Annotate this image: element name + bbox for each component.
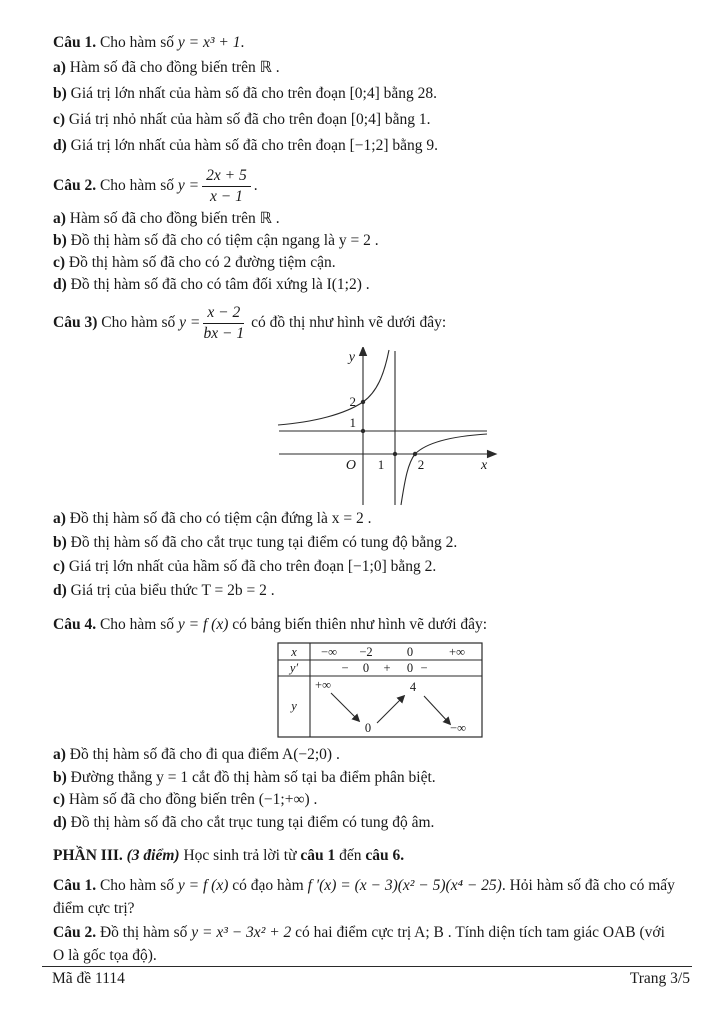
x-value: −2 (359, 645, 373, 659)
statement-line (53, 81, 675, 107)
x-row-label: x (291, 645, 297, 659)
statement-text: Đồ thị hàm số đã cho cắt trục tung tại điểm có tung độ âm. (70, 813, 435, 831)
statement-label: a) (53, 59, 66, 76)
statement-label: a) (53, 746, 66, 763)
statement-line (53, 230, 675, 252)
x-tick-1: 1 (377, 457, 385, 472)
statement-line (53, 555, 675, 579)
fraction-lhs: y = (179, 314, 201, 331)
curve-left-branch (278, 350, 389, 425)
statement-text: Đồ thị hàm số đã cho cắt trục tung tại điểm có tung độ bằng 2. (70, 534, 458, 551)
x-value: +∞ (449, 645, 465, 659)
p3-question-2-text: Đồ thị hàm số (99, 924, 188, 941)
fraction-denominator: bx − 1 (203, 324, 245, 342)
part-3-score: (3 điểm) (126, 847, 180, 864)
part-3-instruction: Học sinh trả lời từ (183, 847, 297, 864)
p3-question-1-formula-1: y = f (x) (177, 877, 229, 894)
statement-text: Giá trị lớn nhất của hầm số đã cho trên đoạn [−1;0] bằng 2. (68, 558, 437, 575)
y-row-label: y (291, 699, 297, 713)
statement-label: a) (53, 510, 66, 527)
point-x-intercept (413, 452, 417, 456)
function-graph-figure (275, 347, 505, 507)
derivative-sign: − (341, 661, 349, 675)
question-1-intro: Cho hàm số (99, 34, 175, 51)
derivative-sign: 0 (406, 661, 414, 675)
point-asymptote-y-axis (361, 429, 365, 433)
part-3-question-1 (53, 874, 675, 920)
question-2-period: . (253, 177, 258, 194)
point-asymptote-x-axis (393, 452, 397, 456)
p3-question-1-text: Cho hàm số (99, 877, 175, 894)
statement-label: d) (53, 582, 67, 599)
y-axis-label: y (348, 350, 355, 365)
question-3-heading (53, 301, 675, 345)
fraction (203, 304, 244, 343)
statement-label: b) (53, 768, 67, 786)
question-1-statements (53, 55, 675, 159)
fraction-denominator: x − 1 (209, 187, 243, 205)
statement-line (53, 789, 675, 812)
y-tick-2: 2 (349, 394, 356, 409)
question-1-period: . (240, 34, 245, 51)
statement-line (53, 55, 675, 81)
p3-question-2-formula: y = x³ − 3x² + 2 (191, 924, 292, 941)
question-4-intro-post: có bảng biến thiên như hình vẽ dưới đây: (232, 616, 488, 633)
derivative-sign: + (383, 661, 391, 675)
question-4-statements (53, 744, 675, 834)
statement-line (53, 274, 675, 296)
question-2-intro: Cho hàm số (99, 177, 175, 194)
p3-question-2-label: Câu 2. (53, 924, 97, 941)
question-3-intro-post: có đồ thị như hình vẽ dưới đây: (251, 314, 447, 331)
point-y-intercept (361, 400, 365, 404)
derivative-sign: − (420, 661, 428, 675)
statement-text: Giá trị nhỏ nhất của hàm số đã cho trên đoạn [0;4] bằng 1. (68, 111, 431, 128)
x-tick-2: 2 (417, 457, 425, 472)
p3-question-1-label: Câu 1. (53, 877, 97, 894)
statement-label: c) (53, 111, 66, 128)
statement-line (53, 208, 675, 230)
exam-code: Mã đề 1114 (52, 970, 125, 987)
fraction-numerator: x − 2 (203, 304, 244, 324)
statement-text: Hàm số đã cho đồng biến trên (−1;+∞) . (68, 791, 318, 808)
p3-question-1-formula-2: f ′(x) = (x − 3)(x² − 5)(x⁴ − 25) (307, 877, 502, 894)
page-number: Trang 3/5 (629, 970, 690, 987)
x-value: −∞ (321, 645, 337, 659)
x-axis-label: x (481, 458, 488, 473)
statement-label: d) (53, 137, 67, 154)
statement-label: b) (53, 534, 67, 551)
statement-line (53, 252, 675, 274)
origin-label: O (345, 458, 356, 473)
x-value: 0 (406, 645, 414, 659)
question-2-statements (53, 208, 675, 296)
statement-line (53, 579, 675, 603)
question-3-intro: Cho hàm số (101, 314, 176, 331)
statement-line (53, 744, 675, 767)
question-3-label: Câu 3) (53, 314, 98, 331)
curve-right-branch (401, 434, 487, 505)
part-3-question-2 (53, 921, 675, 967)
y-limit-right: −∞ (450, 721, 466, 735)
fraction-numerator: 2x + 5 (202, 167, 251, 187)
statement-text: Giá trị lớn nhất của hàm số đã cho trên đoạn [−1;2] bằng 9. (70, 137, 438, 154)
part-3-mid: đến (339, 847, 362, 864)
y-maximum: 4 (409, 680, 417, 694)
statement-text: Đồ thị hàm số đã cho đi qua điểm A(−2;0) . (69, 746, 340, 763)
part-3-heading (53, 844, 675, 868)
y-limit-left: +∞ (315, 678, 331, 692)
p3-question-2-text: có hai điểm cực trị A; B . Tính diện tích tam giác OAB (với O là gốc tọa độ). (53, 924, 665, 964)
question-1-formula: y = x³ + 1 (177, 34, 241, 51)
decreasing-arrow-icon (331, 693, 359, 721)
statement-text: Đồ thị hàm số đã cho có 2 đường tiệm cận. (68, 254, 336, 271)
question-1-label: Câu 1. (53, 34, 97, 51)
question-4-intro: Cho hàm số (99, 616, 175, 633)
derivative-row-label: y′ (289, 661, 299, 675)
derivative-sign: 0 (362, 661, 370, 675)
statement-label: c) (53, 254, 66, 271)
statement-text: Đồ thị hàm số đã cho có tâm đối xứng là I(1;2) . (70, 276, 370, 293)
question-2-heading (53, 164, 675, 208)
statement-text: Hàm số đã cho đồng biến trên ℝ . (69, 210, 280, 227)
statement-label: d) (53, 813, 67, 831)
statement-label: c) (53, 558, 66, 575)
p3-question-1-text: . Hỏi hàm số đã cho có mấy điểm cực trị? (53, 877, 675, 917)
statement-text: Đồ thị hàm số đã cho có tiệm cận đứng là x = 2 . (69, 510, 372, 527)
y-minimum: 0 (364, 721, 372, 735)
p3-question-1-text: có đạo hàm (232, 877, 304, 894)
statement-label: b) (53, 85, 67, 102)
variation-table-figure (277, 642, 483, 738)
statement-text: Đường thẳng y = 1 cắt đồ thị hàm số tại ba điểm phân biệt. (70, 768, 436, 786)
statement-line (53, 812, 675, 835)
question-4-formula: y = f (x) (177, 616, 229, 633)
statement-line (53, 767, 675, 790)
statement-label: c) (53, 791, 66, 808)
statement-text: Đồ thị hàm số đã cho có tiệm cận ngang là y = 2 . (70, 232, 379, 249)
statement-line (53, 531, 675, 555)
y-axis-arrow-icon (360, 347, 367, 356)
y-tick-1: 1 (349, 415, 356, 430)
statement-line (53, 507, 675, 531)
part-3-to: câu 6. (365, 847, 405, 864)
x-axis-arrow-icon (488, 451, 497, 458)
question-1-heading (53, 30, 675, 55)
statement-text: Giá trị của biểu thức T = 2b = 2 . (70, 582, 275, 599)
fraction-lhs: y = (177, 177, 200, 194)
page-footer (42, 966, 692, 988)
statement-label: d) (53, 276, 67, 293)
question-2-label: Câu 2. (53, 177, 97, 194)
question-3-statements (53, 507, 675, 603)
part-3-label: PHẦN III. (53, 847, 123, 864)
decreasing-arrow-icon (424, 696, 450, 724)
statement-text: Hàm số đã cho đồng biến trên ℝ . (69, 59, 280, 76)
statement-line (53, 107, 675, 133)
fraction (202, 167, 251, 206)
increasing-arrow-icon (377, 696, 404, 723)
question-4-label: Câu 4. (53, 616, 97, 633)
question-4-heading (53, 613, 675, 637)
statement-label: a) (53, 210, 66, 227)
part-3-from: câu 1 (300, 847, 336, 864)
statement-line (53, 133, 675, 159)
statement-text: Giá trị lớn nhất của hàm số đã cho trên đoạn [0;4] bằng 28. (70, 85, 437, 102)
statement-label: b) (53, 232, 67, 249)
